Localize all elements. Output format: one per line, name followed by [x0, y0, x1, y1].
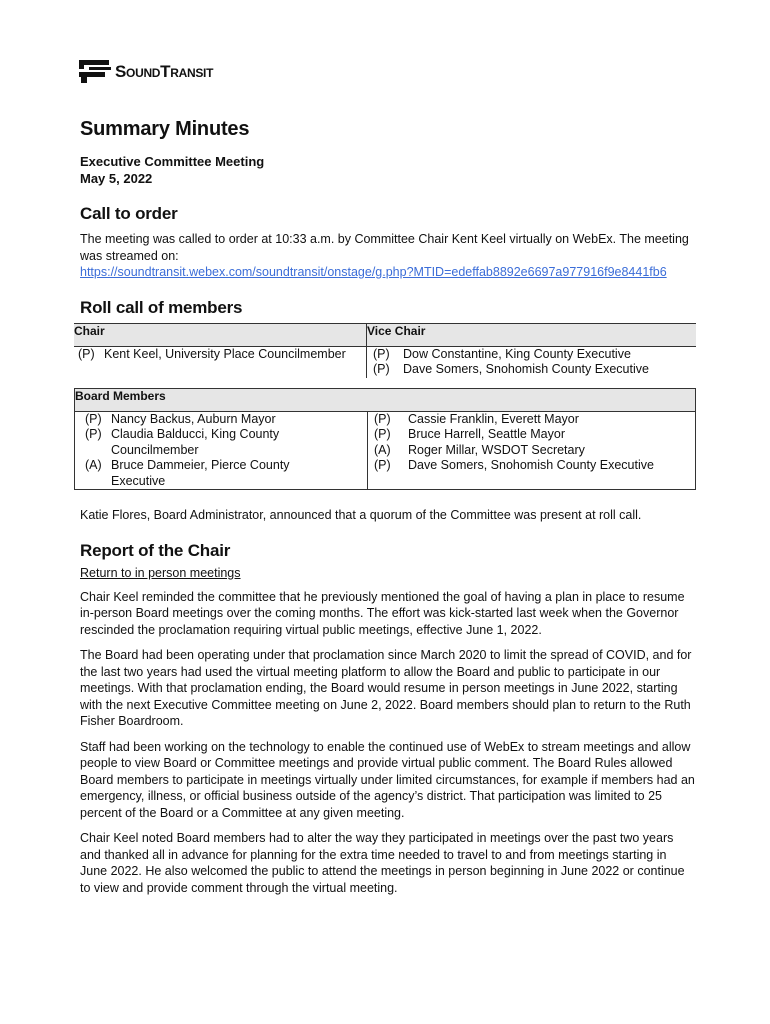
board-members-header: Board Members — [75, 388, 696, 411]
member-name: Nancy Backus, Auburn Mayor — [111, 411, 276, 426]
sound-transit-logo-icon — [79, 56, 111, 86]
roll-call-section — [74, 297, 696, 524]
report-paragraph: The Board had been operating under that proclamation since March 2020 to limit the spread of COVID, and for the last two years had used the virtual meeting platform to allow the Board and public to participate in our meetings. With that proclamation ending, the Board would resume in person meetings in June 2022, starting with the next Executive Committee meeting on June 2, 2022. Board members should plan to return to the Ruth Fisher Boardroom. — [80, 648, 692, 728]
member-name: Claudia Balducci, King County Councilmember — [111, 427, 280, 457]
member-name: Dow Constantine, King County Executive — [403, 346, 631, 361]
board-member-row — [368, 443, 695, 459]
meeting-date: May 5, 2022 — [80, 171, 153, 186]
meeting-name: Executive Committee Meeting — [80, 154, 265, 169]
member-name: Kent Keel, University Place Councilmember — [104, 346, 346, 361]
report-paragraph: Staff had been working on the technology to enable the continued use of WebEx to stream meetings and allow people to view Board or Committee meetings and provide virtual public comment. The Board Rules allowed Board members to participate in meetings virtually under limited circumstances, for example if members had an emergency, illness, or official business outside of the agency’s district. That participation was limited to 25 percent of the Board or a Committee at any given meeting. — [80, 739, 695, 820]
member-status: (P) — [78, 346, 95, 361]
report-subheading: Return to in person meetings — [80, 565, 241, 580]
member-status: (P) — [373, 346, 390, 361]
member-name: Dave Somers, Snohomish County Executive — [403, 362, 649, 376]
report-heading: Report of the Chair — [80, 540, 231, 560]
board-member-row — [75, 427, 367, 458]
report-of-chair-section — [80, 541, 696, 897]
member-status: (P) — [85, 411, 102, 426]
call-to-order-text — [80, 231, 696, 281]
member-name: Dave Somers, Snohomish County Executive — [408, 458, 654, 472]
member-status: (P) — [374, 411, 391, 426]
member-status: (P) — [373, 362, 390, 376]
chair-table — [74, 323, 696, 378]
document-content — [74, 118, 696, 905]
member-status: (P) — [374, 458, 391, 472]
board-members-table — [74, 388, 696, 491]
board-member-row — [368, 427, 695, 443]
chair-member-row — [74, 347, 366, 363]
quorum-statement: Katie Flores, Board Administrator, announced that a quorum of the Committee was present at roll call. — [80, 508, 642, 522]
member-status: (P) — [85, 427, 102, 441]
member-name: Cassie Franklin, Everett Mayor — [408, 411, 579, 426]
vice-chair-header: Vice Chair — [367, 323, 697, 346]
call-to-order-body: The meeting was called to order at 10:33 a.m. by Committee Chair Kent Keel virtually on WebEx. The meeting was streamed on: — [80, 232, 689, 263]
member-status: (A) — [374, 442, 391, 457]
member-name: Bruce Dammeier, Pierce County Executive — [111, 458, 290, 488]
vice-chair-row — [367, 362, 696, 378]
brand-name: SoundTransit — [115, 62, 214, 81]
webex-stream-link[interactable]: https://soundtransit.webex.com/soundtransit/onstage/g.php?MTID=edeffab8892e6697a977916f9e8441fb6 — [80, 265, 667, 279]
page-title: Summary Minutes — [80, 118, 250, 140]
member-name: Roger Millar, WSDOT Secretary — [408, 442, 585, 457]
vice-chair-row — [367, 347, 696, 363]
report-paragraph: Chair Keel noted Board members had to alter the way they participated in meetings over the past two years and thanked all in advance for planning for the extra time needed to travel to and from meetings starting in June 2022. He also welcomed the public to attend the meetings in person beginning in June 2022 or continue to view and provide comment through the virtual meeting. — [80, 831, 685, 895]
report-paragraph: Chair Keel reminded the committee that he previously mentioned the goal of having a plan in place to resume in-person Board meetings over the coming months. The effort was kick-started last week when the Governor rescinded the proclamation requiring virtual public meetings, effective June 1, 2022. — [80, 589, 685, 637]
member-status: (P) — [374, 427, 391, 441]
chair-header: Chair — [74, 323, 367, 346]
call-to-order-section — [80, 204, 696, 281]
board-member-row — [368, 412, 695, 428]
board-member-row — [75, 412, 367, 428]
board-member-row — [75, 458, 367, 489]
roll-call-heading: Roll call of members — [80, 297, 243, 317]
member-name: Bruce Harrell, Seattle Mayor — [408, 427, 566, 441]
call-to-order-heading: Call to order — [80, 204, 178, 223]
board-member-row — [368, 458, 695, 474]
sound-transit-logo — [79, 56, 249, 86]
member-status: (A) — [85, 458, 102, 472]
